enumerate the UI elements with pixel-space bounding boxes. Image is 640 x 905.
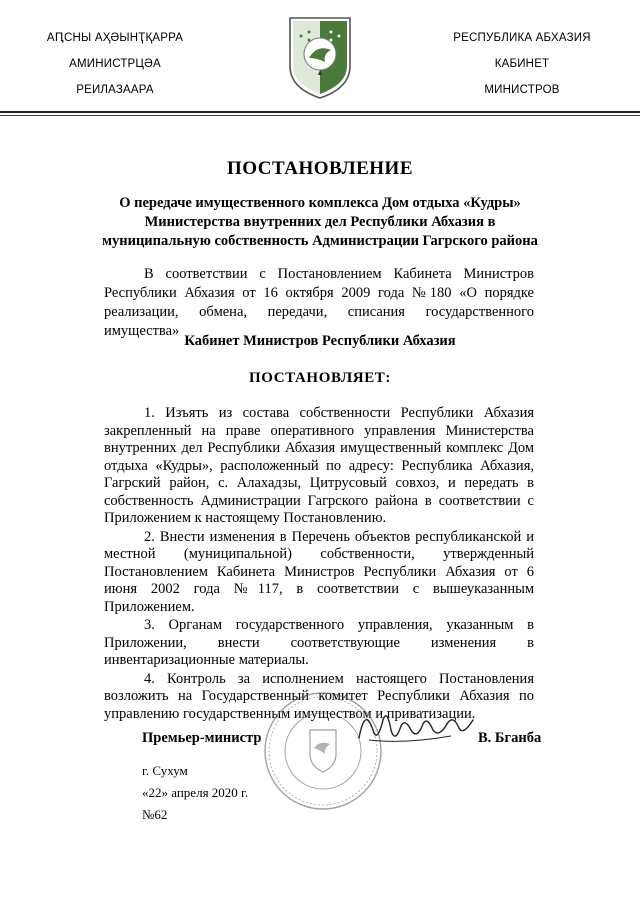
header-divider-thick (0, 111, 640, 113)
resolves-heading: ПОСТАНОВЛЯЕТ: (248, 370, 392, 386)
document-number: №62 (142, 807, 168, 822)
header-left-line-1: АԤСНЫ АҲӘЫНҬҚАРРА (46, 32, 184, 44)
signatory-name: В. Бганба (478, 730, 542, 746)
resolution-item-3: 3. Органам государственного управления, указанным в Приложении, внести соответствующие изменения в инвентаризационные материалы. (104, 617, 534, 668)
state-emblem-icon (287, 14, 353, 100)
resolution-item-4: 4. Контроль за исполнением настоящего Постановления возложить на Государственный комитет Республики Абхазия по управлению государственным имуществом и приватизации. (104, 670, 534, 722)
document-title: ПОСТАНОВЛЕНИЕ (226, 158, 414, 179)
issue-place: г. Сухум (142, 763, 188, 778)
resolution-item-2: 2. Внести изменения в Перечень объектов республиканской и местной (муниципальной) собственности, утвержденный Постановлением Кабинета Министров Республики Абхазия от 6 июня 2002 года №117, в соответствии с вышеуказанным Приложением. (104, 528, 534, 615)
signatory-position: Премьер-министр (142, 730, 262, 746)
document-subject: О передаче имущественного комплекса Дом отдыха «Кудры» Министерства внутренних дел Республики Абхазия в муниципальную собственность Администрации Гагрского района (102, 195, 538, 249)
issuer: Кабинет Министров Республики Абхазия (184, 333, 456, 349)
resolution-items (104, 405, 534, 724)
header-left-line-2: АМИНИСТРЦӘА (69, 58, 161, 70)
issue-date: «22» апреля 2020 г. (142, 785, 249, 800)
header-divider-thin (0, 115, 640, 116)
handwritten-signature-icon (355, 700, 480, 750)
header-left-line-3: РЕИЛАЗААРА (76, 84, 154, 96)
header-right-line-1: РЕСПУБЛИКА АБХАЗИЯ (453, 32, 591, 44)
header-right-line-2: КАБИНЕТ (494, 58, 550, 70)
header-right-line-3: МИНИСТРОВ (484, 84, 560, 96)
resolution-item-1: 1. Изъять из состава собственности Республики Абхазия закрепленный на праве оперативного управления Министерства внутренних дел Республики Абхазия имущественный комплекс Дом отдыха «Кудры», расположенный по адресу: Республика Абхазия, Гагрский район, с. Алахадзы, Цитрусовый совхоз, и передать в собственность Администрации Гагрского района в соответствии с Приложением к настоящему Постановлению. (104, 405, 534, 526)
preamble: В соответствии с Постановлением Кабинета Министров Республики Абхазия от 16 октября 2009 года №180 «О порядке реализации, обмена, передачи, списания государственного имущества» (104, 266, 534, 339)
